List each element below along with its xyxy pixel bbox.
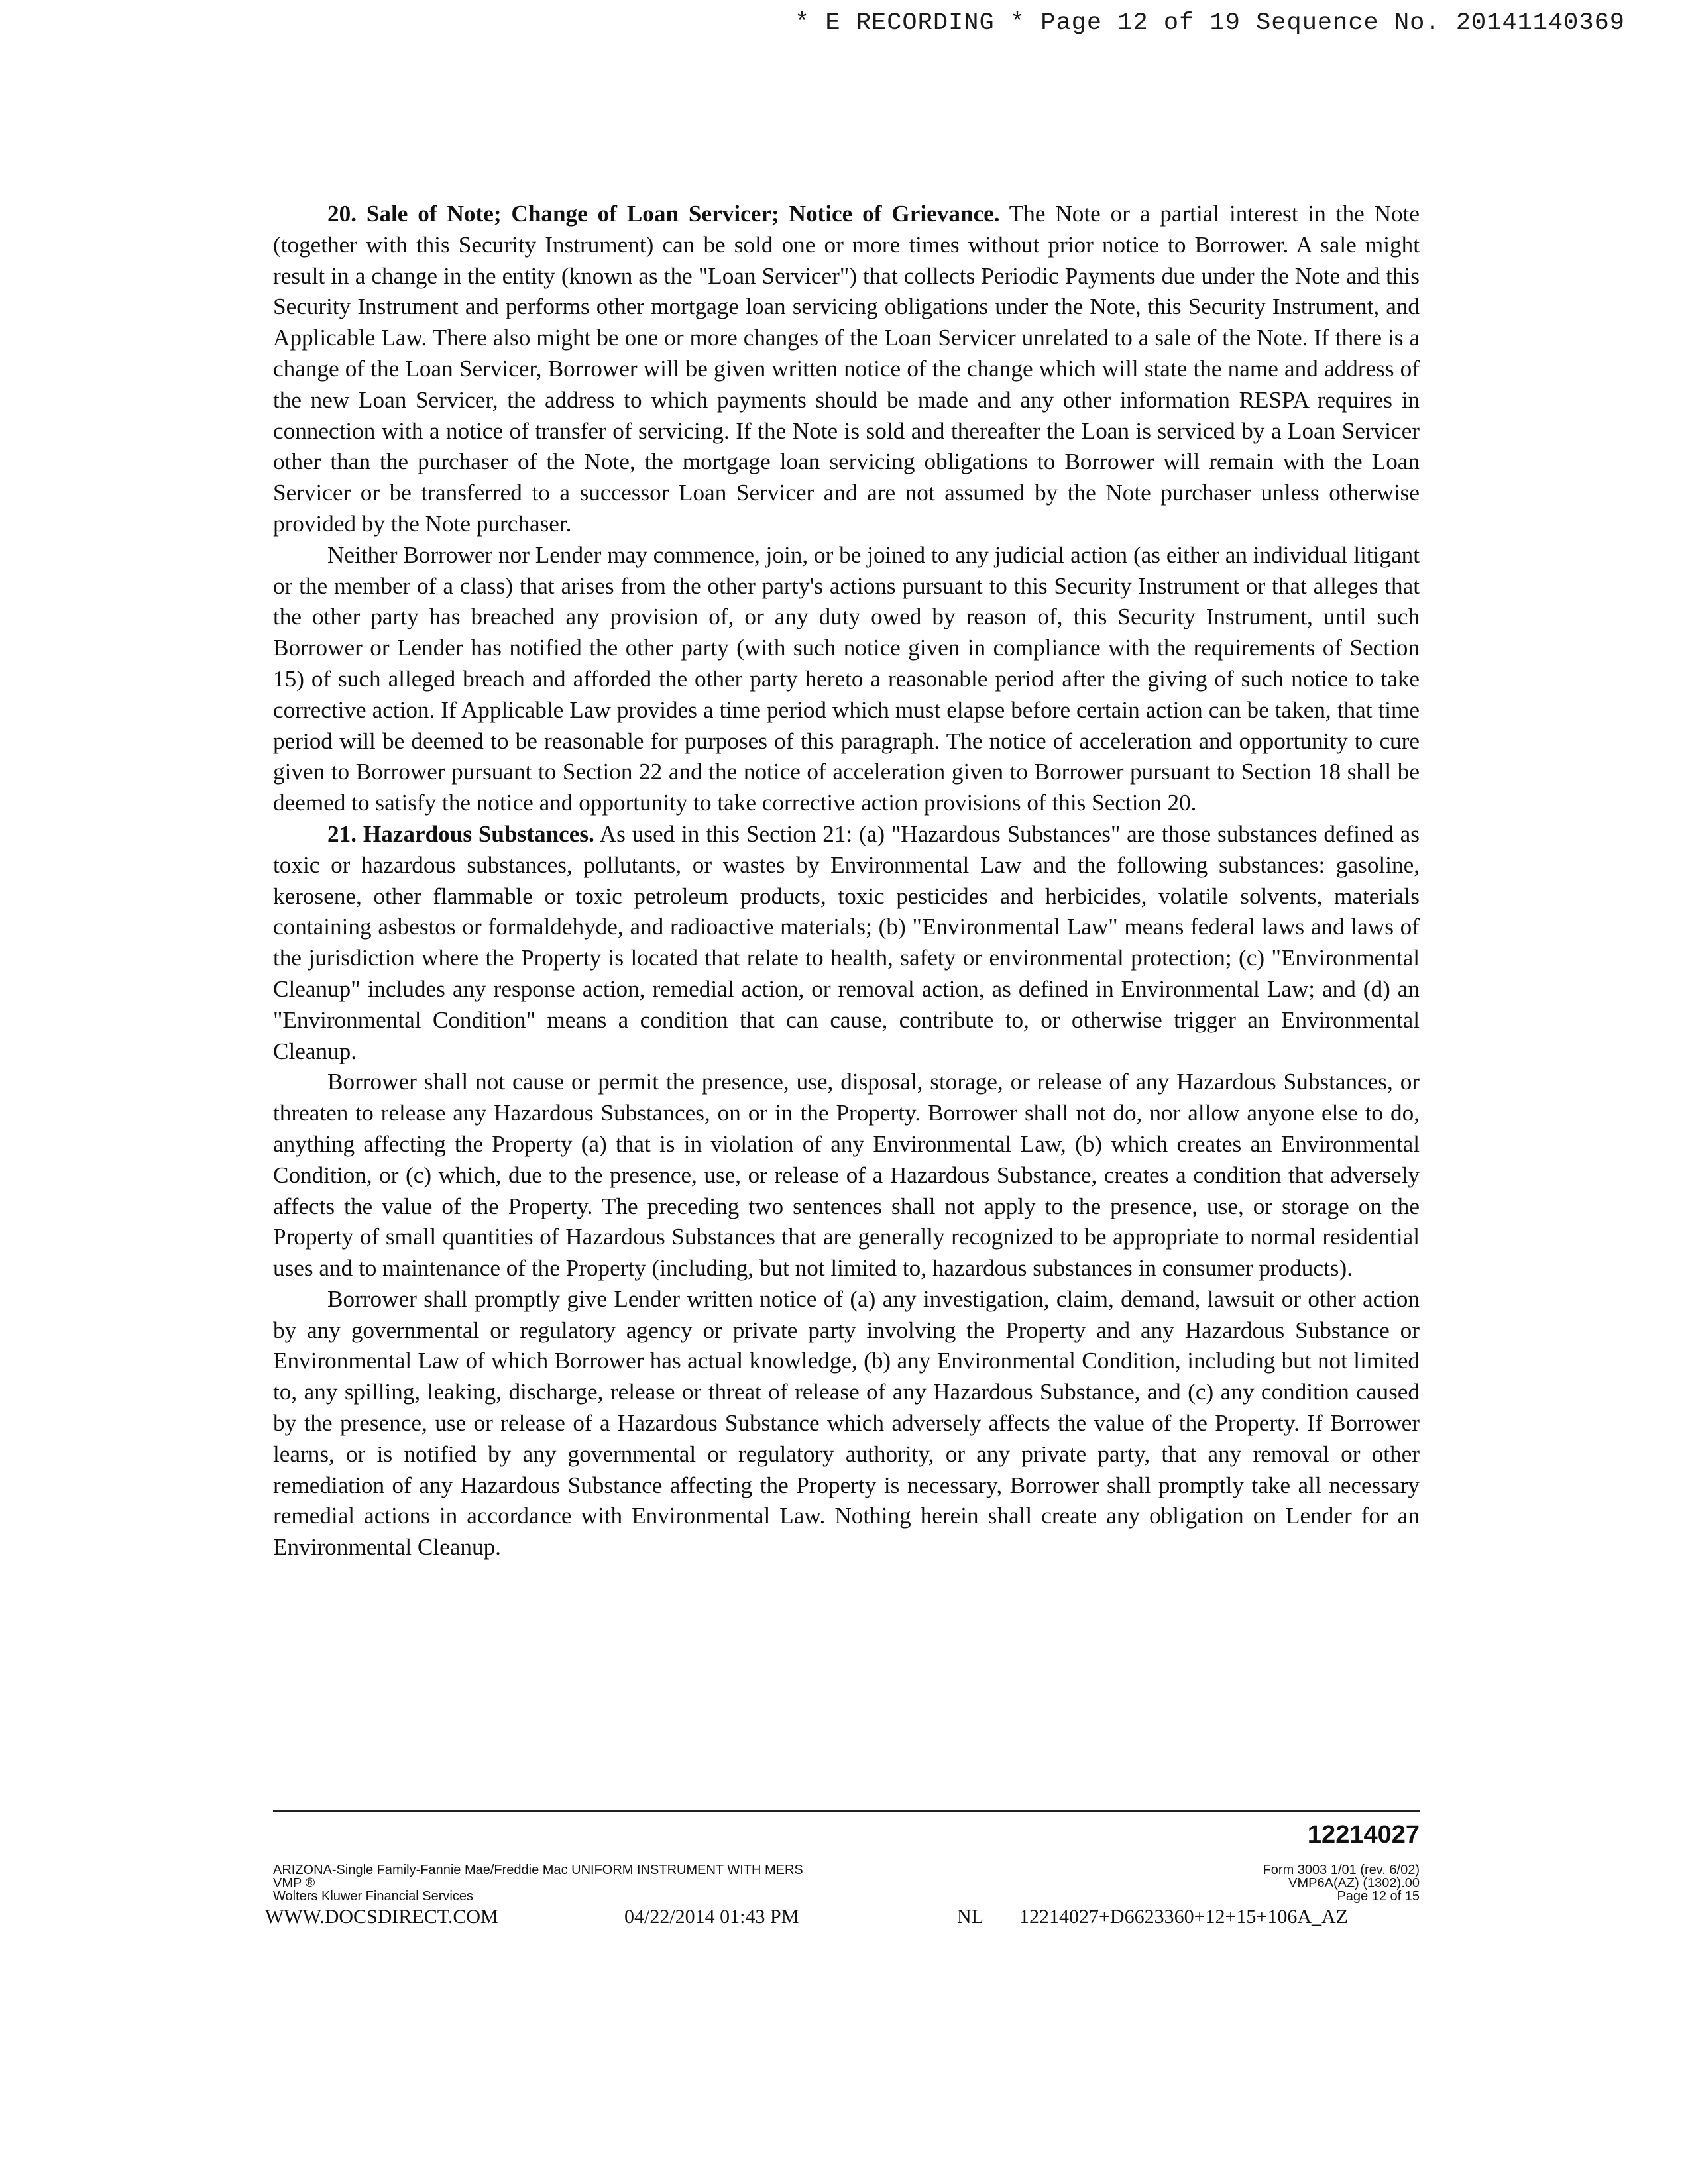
footer-divider [273, 1810, 1420, 1812]
form-number: Form 3003 1/01 (rev. 6/02) [1263, 1863, 1420, 1877]
print-datetime: 04/22/2014 01:43 PM [624, 1906, 799, 1928]
section-21-paragraph-2: Borrower shall not cause or permit the presence, use, disposal, storage, or release of any Hazardous Substances, or threaten to release any Hazardous Substances, on or in the Property. Borrower shall not do, nor allow anyone else to do, anything affecting the Property (a) that is in violation of any Environmental Law, (b) which creates an Environmental Condition, or (c) which, due to the presence, use, or release of a Hazardous Substance, creates a condition that adversely affects the value of the Property. The preceding two sentences shall not apply to the presence, use, or storage on the Property of small quantities of Hazardous Substances that are generally recognized to be appropriate to normal residential uses and to maintenance of the Property (including, but not limited to, hazardous substances in consumer products). [273, 1069, 1420, 1282]
section-21-text-1: As used in this Section 21: (a) "Hazardous Substances" are those substances defined as toxic or hazardous substances, pollutants, or wastes by Environmental Law and the following substances: gasoline, kerosene, other flammable or toxic petroleum products, toxic pesticides and herbicides, volatile solvents, materials containing asbestos or formaldehyde, and radioactive materials; (b) "Environmental Law" means federal laws and laws of the jurisdiction where the Property is located that relate to health, safety or environmental protection; (c) "Environmental Cleanup" includes any response action, remedial action, or removal action, as defined in Environmental Law; and (d) an "Environmental Condition" means a condition that can cause, contribute to, or otherwise trigger an Environmental Cleanup. [273, 820, 1420, 1064]
document-body [273, 199, 1420, 1563]
website: WWW.DOCSDIRECT.COM [265, 1906, 498, 1928]
page-of: Page 12 of 15 [1337, 1889, 1420, 1904]
vmp-label: VMP ® [273, 1876, 315, 1890]
section-20-text-1: The Note or a partial interest in the Note (together with this Security Instrument) can be sold one or more times without prior notice to Borrower. A sale might result in a change in the entity (known as the "Loan Servicer") that collects Periodic Payments due under the Note and this Security Instrument and performs other mortgage loan servicing obligations under the Note, this Security Instrument, and Applicable Law. There also might be one or more changes of the Loan Servicer unrelated to a sale of the Note. If there is a change of the Loan Servicer, Borrower will be given written notice of the change which will state the name and address of the new Loan Servicer, the address to which payments should be made and any other information RESPA requires in connection with a notice of transfer of servicing. If the Note is sold and thereafter the Loan is serviced by a Loan Servicer other than the purchaser of the Note, the mortgage loan servicing obligations to Borrower will remain with the Loan Servicer or be transferred to a successor Loan Servicer and are not assumed by the Note purchaser unless otherwise provided by the Note purchaser. [273, 201, 1420, 537]
initials: NL [957, 1906, 984, 1928]
section-20-heading: 20. Sale of Note; Change of Loan Servicer; Notice of Grievance. [327, 201, 1000, 227]
recording-header: * E RECORDING * Page 12 of 19 Sequence No. 20141140369 [795, 9, 1625, 37]
footer-left-block [273, 1863, 803, 1903]
company-name: Wolters Kluwer Financial Services [273, 1889, 473, 1904]
section-20-paragraph-2: Neither Borrower nor Lender may commence, join, or be joined to any judicial action (as either an individual litigant or the member of a class) that arises from the other party's actions pursuant to this Security Instrument or that alleges that the other party has breached any provision of, or any duty owed by reason of, this Security Instrument, until such Borrower or Lender has notified the other party (with such notice given in compliance with the requirements of Section 15) of such alleged breach and afforded the other party hereto a reasonable period after the giving of such notice to take corrective action. If Applicable Law provides a time period which must elapse before certain action can be taken, that time period will be deemed to be reasonable for purposes of this paragraph. The notice of acceleration and opportunity to cure given to Borrower pursuant to Section 22 and the notice of acceleration given to Borrower pursuant to Section 18 shall be deemed to satisfy the notice and opportunity to take corrective action provisions of this Section 20. [273, 541, 1420, 816]
tracking-code: 12214027+D6623360+12+15+106A_AZ [1019, 1906, 1348, 1928]
section-21-paragraph-3: Borrower shall promptly give Lender written notice of (a) any investigation, claim, demand, lawsuit or other action by any governmental or regulatory agency or private party involving the Property and any Hazardous Substance or Environmental Law of which Borrower has actual knowledge, (b) any Environmental Condition, including but not limited to, any spilling, leaking, discharge, release or threat of release of any Hazardous Substance, and (c) any condition caused by the presence, use or release of a Hazardous Substance which adversely affects the value of the Property. If Borrower learns, or is notified by any governmental or regulatory authority, or any private party, that any removal or other remediation of any Hazardous Substance affecting the Property is necessary, Borrower shall promptly take all necessary remedial actions in accordance with Environmental Law. Nothing herein shall create any obligation on Lender for an Environmental Cleanup. [273, 1285, 1420, 1560]
footer-right-block [1263, 1863, 1420, 1903]
section-21-paragraph-1 [273, 819, 1420, 1067]
vmp-code: VMP6A(AZ) (1302).00 [1288, 1876, 1420, 1890]
section-21-heading: 21. Hazardous Substances. [327, 820, 594, 847]
section-20-paragraph-1 [273, 199, 1420, 540]
document-number: 12214027 [1307, 1821, 1420, 1849]
form-title: ARIZONA-Single Family-Fannie Mae/Freddie Mac UNIFORM INSTRUMENT WITH MERS [273, 1863, 803, 1877]
